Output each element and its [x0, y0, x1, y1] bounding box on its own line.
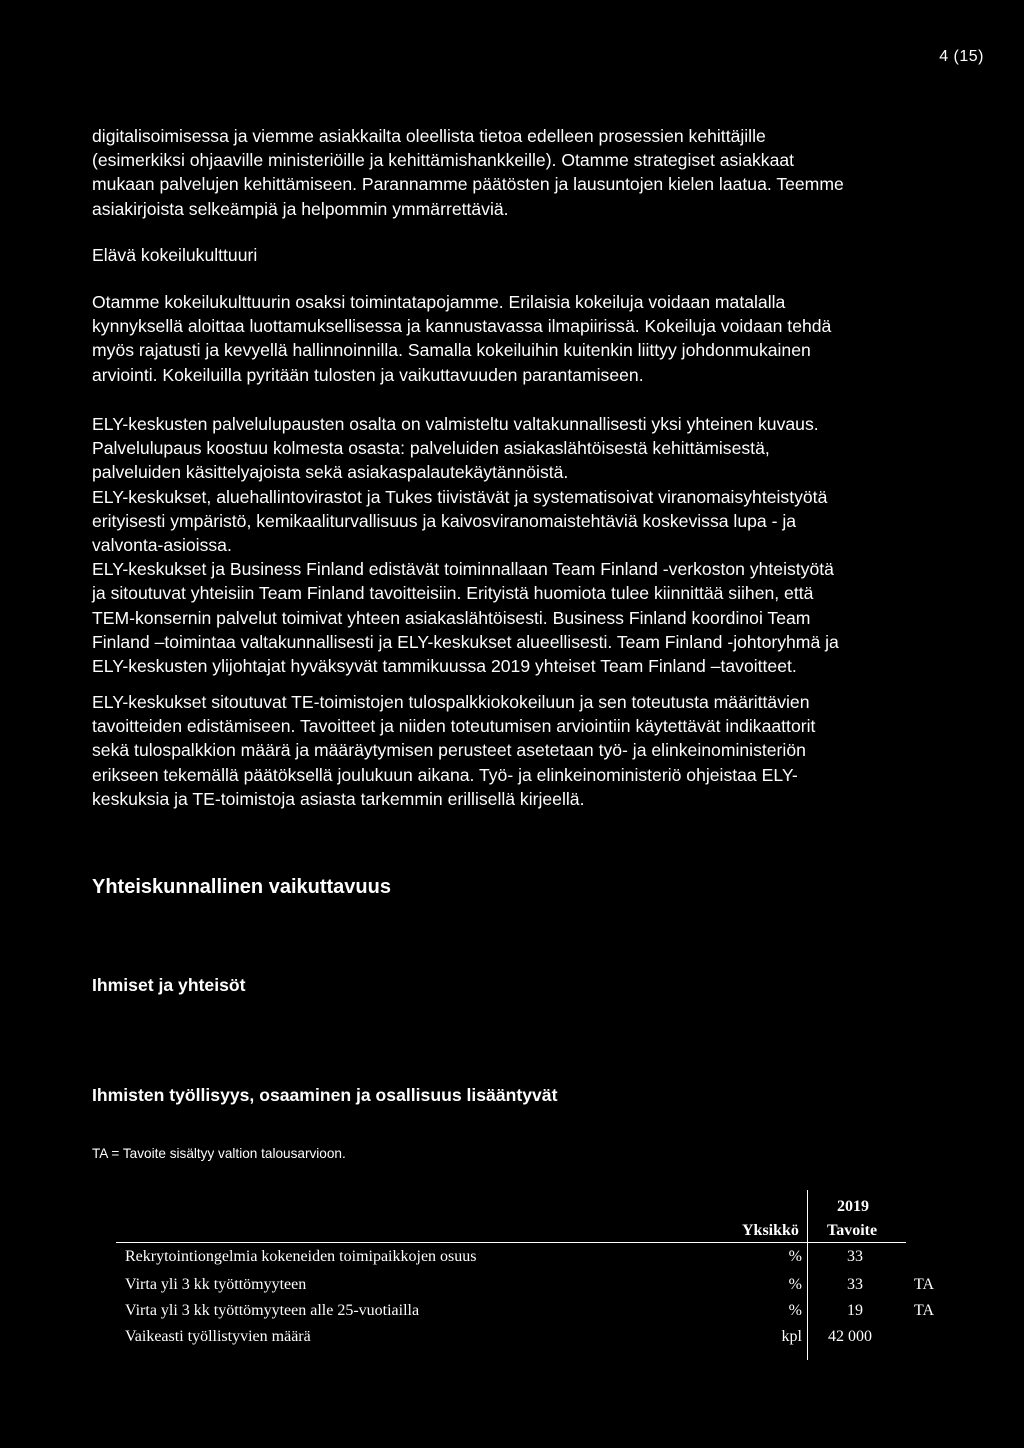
text-line: (esimerkiksi ohjaaville ministeriöille ja kehittämishankkeille). Otamme strategiset asiakkaat [92, 150, 795, 171]
text-line: ELY-keskusten palvelulupausten osalta on valmisteltu valtakunnallisesti yksi yhteinen kuvaus. [92, 414, 819, 434]
text-line: erikseen tekemällä päätöksellä joulukuun aikana. Työ- ja elinkeinoministeriö ohjeistaa ELY- [92, 764, 798, 785]
text-line: ELY-keskukset sitoutuvat TE-toimistojen tulospalkkiokokeiluun ja sen toteutusta määrittävien [92, 692, 810, 712]
text-line: asiakirjoista selkeämpiä ja helpommin ymmärrettäviä. [92, 198, 509, 219]
text-line: mukaan palvelujen kehittämiseen. Parannamme päätösten ja lausuntojen kielen laatua. Teemme [92, 174, 844, 195]
table-row-unit: % [788, 1248, 802, 1265]
subheading-experiment-culture: Elävä kokeilukulttuuri [92, 245, 258, 265]
table-row-label: Rekrytointiongelmia kokeneiden toimipaikkojen osuus [125, 1248, 477, 1265]
text-line: TEM-konsernin palvelut toimivat yhteen asiakaslähtöisesti. Business Finland koordinoi Team [92, 607, 811, 628]
table-note: TA = Tavoite sisältyy valtion talousarvioon. [92, 1146, 346, 1161]
text-line: arviointi. Kokeiluilla pyritään tulosten ja vaikuttavuuden parantamiseen. [92, 364, 644, 385]
table-row-unit: % [788, 1302, 802, 1319]
text-line: kynnyksellä aloittaa luottamuksellisessa ja kannustavassa ilmapiirissä. Kokeiluja voidaan tehdä [92, 316, 832, 337]
table-row-unit: kpl [781, 1328, 802, 1345]
targets-table [92, 1190, 952, 1370]
text-line: digitalisoimisessa ja viemme asiakkailta oleellista tietoa edelleen prosessien kehittäjille [92, 126, 766, 146]
table-row-target: 33 [847, 1276, 863, 1293]
paragraph-performance-bonus [92, 690, 972, 811]
text-line: valvonta-asioissa. [92, 535, 232, 556]
table-row-unit: % [788, 1276, 802, 1293]
table-unit-header: Yksikkö [742, 1222, 799, 1239]
table-row-target: 19 [847, 1302, 863, 1319]
table-column-divider [807, 1190, 808, 1360]
page-number: 4 (15) [939, 48, 984, 65]
text-line: myös rajatusti ja kevyellä hallinnoinnilla. Samalla kokeiluihin kuitenkin liittyy johdonmukainen [92, 340, 811, 361]
text-line: ELY-keskusten ylijohtajat hyväksyvät tammikuussa 2019 yhteiset Team Finland –tavoitteet. [92, 656, 797, 677]
paragraph-experiment-culture [92, 290, 972, 387]
table-row-label: Virta yli 3 kk työttömyyteen [125, 1276, 307, 1293]
table-target-header: Tavoite [827, 1222, 878, 1239]
heading-societal-impact: Yhteiskunnallinen vaikuttavuus [92, 876, 391, 898]
text-line: ELY-keskukset ja Business Finland edistävät toiminnallaan Team Finland -verkoston yhteistyötä [92, 559, 834, 580]
table-row-label: Virta yli 3 kk työttömyyteen alle 25-vuotiailla [125, 1302, 420, 1319]
heading-employment-goal: Ihmisten työllisyys, osaaminen ja osallisuus lisääntyvät [92, 1085, 558, 1105]
table-year-header: 2019 [837, 1198, 869, 1215]
text-line: Finland –toimintaa valtakunnallisesti ja ELY-keskukset alueellisesti. Team Finland -johtoryhmä ja [92, 631, 839, 652]
table-row-label: Vaikeasti työllistyvien määrä [125, 1328, 311, 1345]
text-line: palveluiden käsittelyajoista sekä asiakaspalautekäytännöistä. [92, 462, 569, 483]
table-row-target: 33 [847, 1248, 863, 1265]
table-row-flag: TA [914, 1276, 935, 1293]
heading-people-communities: Ihmiset ja yhteisöt [92, 975, 246, 995]
text-line: ELY-keskukset, aluehallintovirastot ja Tukes tiivistävät ja systematisoivat viranomaisyhteistyötä [92, 486, 828, 507]
table-row-target: 42 000 [828, 1328, 872, 1345]
text-line: keskuksia ja TE-toimistoja asiasta tarkemmin erillisellä kirjeellä. [92, 788, 585, 809]
text-line: Otamme kokeilukulttuurin osaksi toimintatapojamme. Erilaisia kokeiluja voidaan matalalla [92, 292, 786, 312]
text-line: tavoitteiden edistämiseen. Tavoitteet ja niiden toteutumisen arviointiin käytettävät indikaattorit [92, 716, 816, 737]
text-line: Palvelulupaus koostuu kolmesta osasta: palveluiden asiakaslähtöisestä kehittämisestä, [92, 438, 770, 459]
table-header-rule [116, 1242, 906, 1243]
text-line: erityisesti ympäristö, kemikaaliturvallisuus ja kaivosviranomaistehtäviä koskevissa lupa - ja [92, 510, 797, 531]
paragraph-digitalisation [92, 124, 972, 221]
text-line: ja sitoutuvat yhteisiin Team Finland tavoitteisiin. Erityistä huomiota tulee kiinnittää siihen, että [92, 583, 814, 604]
paragraph-service-promise [92, 412, 972, 678]
table-row-flag: TA [914, 1302, 935, 1319]
text-line: sekä tulospalkkion määrä ja määräytymisen perusteet asetetaan työ- ja elinkeinoministeriön [92, 740, 806, 761]
